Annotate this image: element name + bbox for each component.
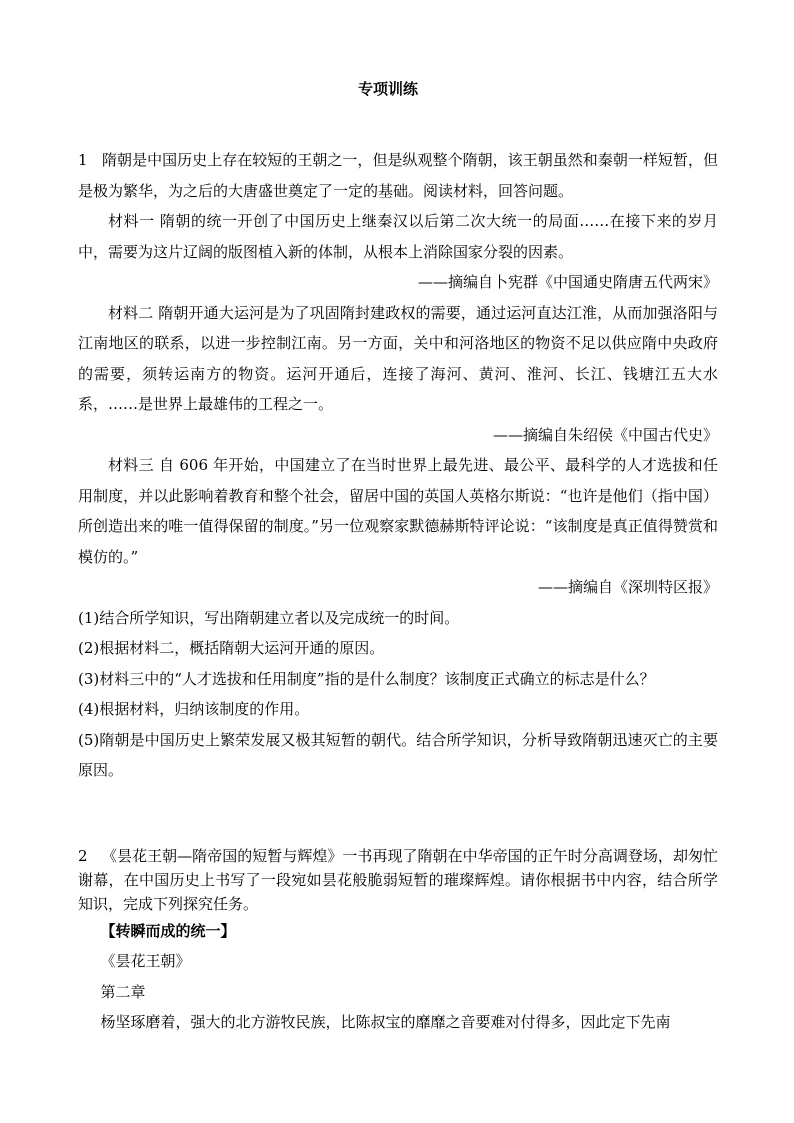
q1-sub-question-2: (2)根据材料二，概括隋朝大运河开通的原因。 [78,639,385,657]
q1-intro [78,145,718,206]
q2-chapter: 第二章 [100,982,146,1001]
q1-material-3: 材料三 自 606 年开始，中国建立了在当时世界上最先进、最公平、最科学的人才选拔和任用制度，并以此影响着教育和整个社会，留居中国的英国人英格尔斯说：“也许是他们（指中国）所创造出来的唯一值得保留的制度。”另一位观察家默德赫斯特评论说：“该制度是真正值得赞赏和模仿的。” [78,456,718,566]
q2-intro [78,844,718,916]
q2-book-title: 《昙花王朝》 [100,952,191,970]
q1-sub-question-3: (3)材料三中的“人才选拔和任用制度”指的是什么制度？该制度正式确立的标志是什么？ [78,669,655,688]
q1-sub-question-1: (1)结合所学知识，写出隋朝建立者以及完成统一的时间。 [78,608,460,627]
document-page [78,70,718,1038]
q2-number: 2 [78,846,88,865]
q1-material-1: 材料一 隋朝的统一开创了中国历史上继秦汉以后第二次大统一的局面……在接下来的岁月中，需要为这片辽阔的版图植入新的体制，从根本上消除国家分裂的因素。 [78,212,718,261]
q2-text: 杨坚琢磨着，强大的北方游牧民族，比陈叔宝的靡靡之音要难对付得多，因此定下先南 [100,1013,671,1031]
q1-intro-text: 隋朝是中国历史上存在较短的王朝之一，但是纵观整个隋朝，该王朝虽然和秦朝一样短暂，但是极为繁华，为之后的大唐盛世奠定了一定的基础。阅读材料，回答问题。 [78,151,718,200]
spacer [78,786,718,844]
question-1 [78,145,718,786]
question-2 [78,844,718,1038]
q1-material-2: 材料二 隋朝开通大运河是为了巩固隋封建政权的需要，通过运河直达江淮，从而加强洛阳与江南地区的联系，以进一步控制江南。另一方面，关中和河洛地区的物资不足以供应隋中央政府的需要，须转运南方的物资。运河开通后，连接了海河、黄河、淮河、长江、钱塘江五大水系，……是世界上最雄伟的工程之一。 [78,303,718,413]
q1-number: 1 [78,151,88,169]
q1-material-3-source: ——摘编自《深圳特区报》 [537,578,718,596]
page-title: 专项训练 [357,80,418,98]
q2-intro-text: 《昙花王朝—隋帝国的短暂与辉煌》一书再现了隋朝在中华帝国的正午时分高调登场，却匆忙谢幕，在中国历史上书写了一段宛如昙花般脆弱短暂的璀璨辉煌。请你根据书中内容，结合所学知识，完成下列探究任务。 [78,846,718,913]
q1-material-1-source: ——摘编自卜宪群《中国通史隋唐五代两宋》 [417,273,718,291]
q1-material-2-source: ——摘编自朱绍侯《中国古代史》 [492,425,718,444]
q2-section-heading: 【转瞬而成的统一】 [100,921,236,940]
q1-sub-question-4: (4)根据材料，归纳该制度的作用。 [78,700,310,718]
q1-sub-question-5: (5)隋朝是中国历史上繁荣发展又极其短暂的朝代。结合所学知识，分析导致隋朝迅速灭亡的主要原因。 [78,730,718,779]
